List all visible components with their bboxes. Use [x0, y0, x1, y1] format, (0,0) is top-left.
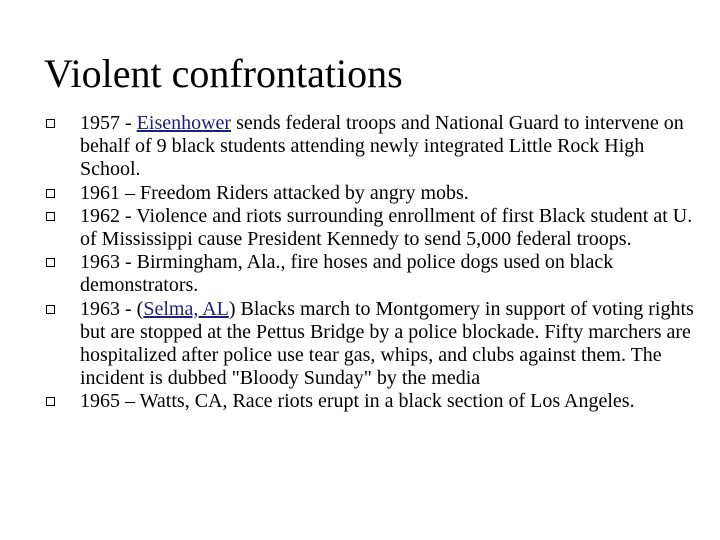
square-bullet-icon [46, 189, 55, 198]
item-text: 1962 - Violence and riots surrounding enrollment of first Black student at U. of Mississippi cause President Kennedy to send 5,000 federal troops. [80, 204, 693, 251]
list-item [44, 390, 694, 413]
square-bullet-icon [46, 212, 55, 221]
item-text: 1963 - Birmingham, Ala., fire hoses and police dogs used on black demonstrators. [80, 251, 614, 297]
item-text: 1965 – Watts, CA, Race riots erupt in a black section of Los Angeles. [80, 390, 635, 413]
square-bullet-icon [46, 397, 55, 406]
list-item [44, 298, 694, 391]
eisenhower-link[interactable]: Eisenhower [136, 112, 232, 134]
slide-title: Violent confrontations [44, 51, 403, 96]
item-text: 1963 - ( [80, 297, 144, 320]
square-bullet-icon [46, 305, 55, 314]
list-item [44, 251, 694, 297]
item-text: sends federal troops and National Guard to intervene on behalf of 9 black students attending newly integrated Little Rock High School. [80, 112, 684, 181]
list-item [44, 205, 694, 251]
square-bullet-icon [46, 119, 55, 128]
list-item [44, 182, 694, 205]
item-text: 1961 – Freedom Riders attacked by angry mobs. [80, 181, 469, 204]
item-text: 1957 - [80, 112, 137, 134]
item-text: ) Blacks march to Montgomery in support of voting rights but are stopped at the Pettus Bridge by a police blockade. Fifty marchers are hospitalized after police use tear gas, whips, and clubs against them. The incident is dubbed "Bloody Sunday" by the media [80, 297, 694, 390]
list-item [44, 112, 694, 182]
bullet-list [44, 112, 694, 414]
selma-link[interactable]: Selma, AL [143, 297, 229, 320]
square-bullet-icon [46, 258, 55, 267]
